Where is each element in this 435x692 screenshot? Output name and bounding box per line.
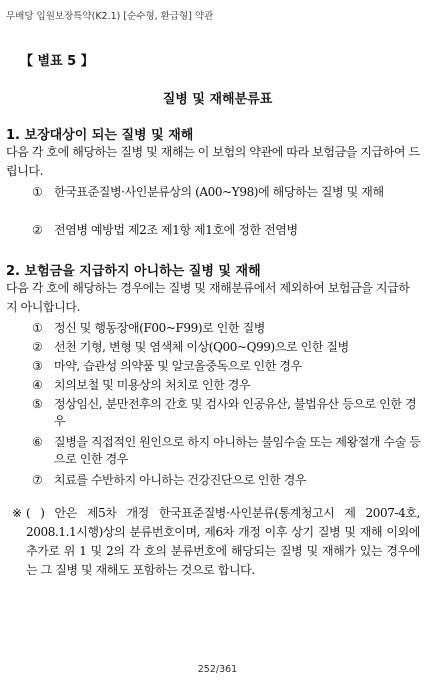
page-header: 무배당 입원보장특약(K2.1) [순수형, 환급형] 약관 [6, 11, 214, 22]
section2-intro: 다음 각 호에 해당하는 경우에는 질병 및 재해분류에서 제외하여 보험금을 지급하지 아니합니다. [6, 281, 410, 314]
item-number: ③ [32, 359, 43, 373]
section2-item [32, 339, 424, 356]
item-text: 치의보철 및 미용상의 처치로 인한 경우 [54, 378, 251, 392]
item-number: ④ [32, 378, 43, 392]
section1-intro: 다음 각 호에 해당하는 질병 및 재해는 이 보험의 약관에 따라 보험금을 지급하여 드립니다. [6, 145, 420, 178]
note-text: ( ) 안은 제5차 개정 한국표준질병·사인분류(통계청고시 제 2007-4호, 2008.1.1시행)상의 분류번호이며, 제6차 개정 이후 상기 질병 및 재해 이외에 추가로 위 1 및 2의 각 호의 분류번호에 해당되는 질병 및 재해가 있는 경우에는 그 질병 및 재해도 포함하는 것으로 합니다. [26, 506, 420, 577]
page-number: 252/361 [197, 664, 238, 675]
section2-item [32, 472, 424, 489]
item-text: 마약, 습관성 의약품 및 알코올중독으로 인한 경우 [54, 359, 302, 373]
page-title: 질병 및 재해분류표 [162, 92, 273, 107]
section2-item [32, 377, 424, 394]
item-text: 정상임신, 분만전후의 간호 및 검사와 인공유산, 불법유산 등으로 인한 경우 [54, 397, 417, 428]
section2-heading: 2. 보험금을 지급하지 아니하는 질병 및 재해 [6, 264, 261, 279]
section1-item [32, 184, 424, 201]
item-number: ① [32, 321, 43, 335]
appendix-label: 【 별표 5 】 [20, 54, 94, 69]
item-text: 치료를 수반하지 아니하는 건강진단으로 인한 경우 [54, 473, 307, 487]
item-number: ⑦ [32, 473, 43, 487]
section2-item [32, 434, 424, 467]
item-number: ⑥ [32, 435, 43, 449]
item-text: 전염병 예방법 제2조 제1항 제1호에 정한 전염병 [54, 223, 298, 237]
item-text: 정신 및 행동장애(F00~F99)로 인한 질병 [54, 321, 265, 335]
footnote [12, 504, 420, 580]
item-text: 질병을 직접적인 원인으로 하지 아니하는 불임수술 또는 제왕절개 수술 등으로 인한 경우 [54, 435, 421, 466]
section1-item [32, 222, 424, 239]
item-number: ① [32, 185, 43, 199]
section2-item [32, 358, 424, 375]
section1-heading: 1. 보장대상이 되는 질병 및 재해 [6, 128, 194, 143]
section2-item [32, 396, 424, 429]
item-text: 선천 기형, 변형 및 염색체 이상(Q00~Q99)으로 인한 질병 [54, 340, 349, 354]
item-number: ② [32, 223, 43, 237]
note-mark: ※ [12, 506, 22, 520]
item-text: 한국표준질병·사인분류상의 (A00~Y98)에 해당하는 질병 및 재해 [54, 185, 384, 199]
item-number: ② [32, 340, 43, 354]
item-number: ⑤ [32, 397, 43, 411]
section2-item [32, 320, 424, 337]
